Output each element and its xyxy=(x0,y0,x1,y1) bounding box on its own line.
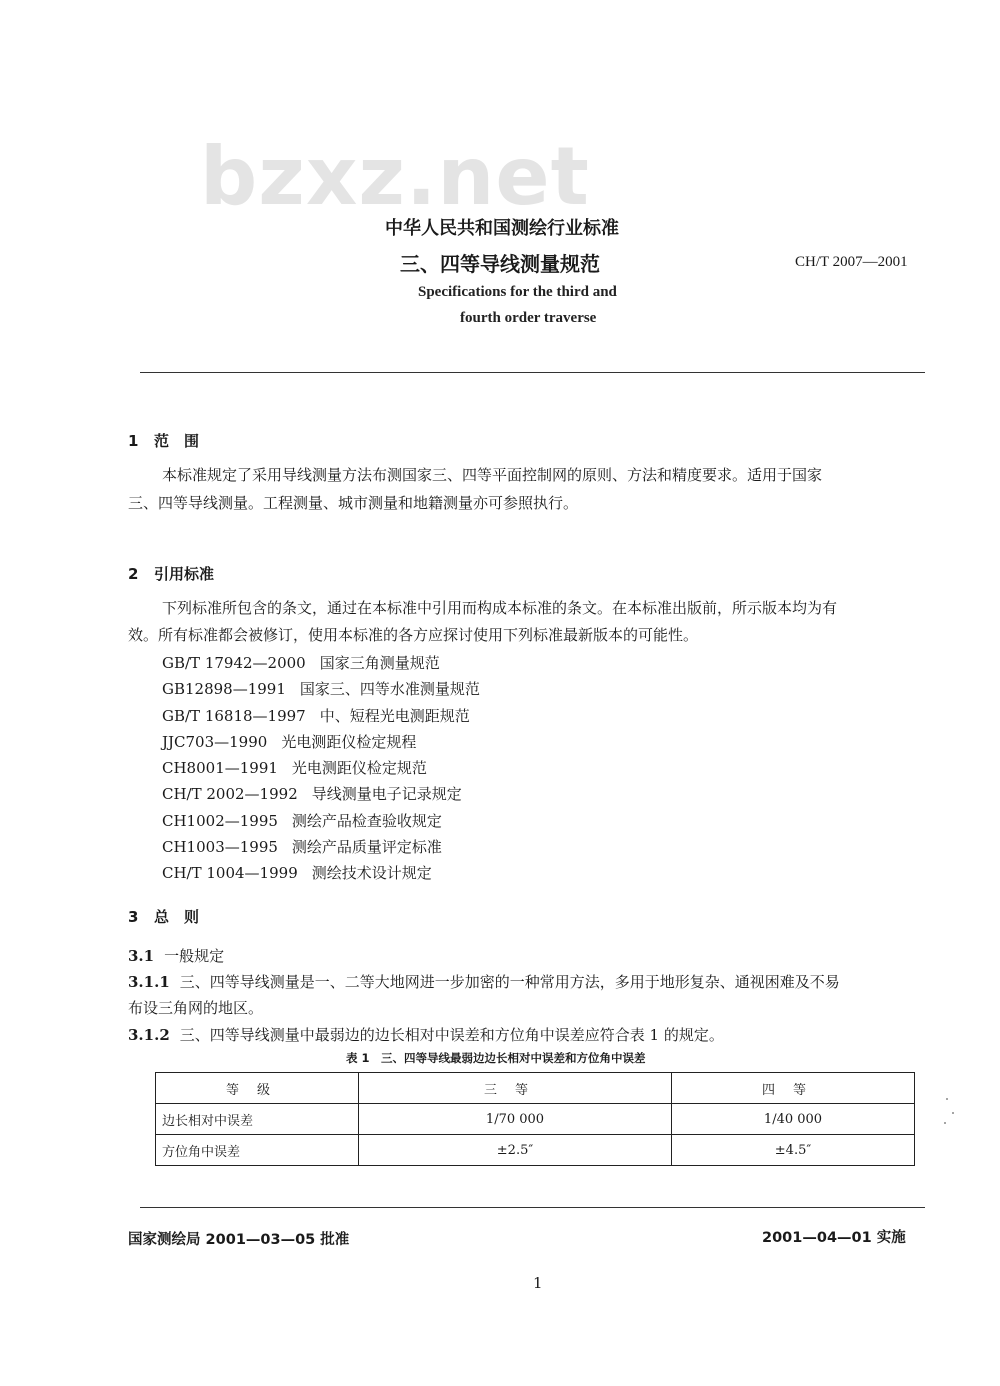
section-2-para-line1: 下列标准所包含的条文，通过在本标准中引用而构成本标准的条文。在本标准出版前，所示版本均为有 xyxy=(162,599,838,617)
table-header-cell: 三等 xyxy=(359,1073,672,1104)
standard-code: CH/T 2007—2001 xyxy=(795,254,908,270)
table-header-cell: 四等 xyxy=(672,1073,915,1104)
footer-divider xyxy=(140,1207,925,1208)
reference-item xyxy=(162,703,480,729)
section-1-para-line2: 三、四等导线测量。工程测量、城市测量和地籍测量亦可参照执行。 xyxy=(128,494,579,512)
reference-name: 测绘产品质量评定标准 xyxy=(291,838,442,857)
table-cell: ±2.5″ xyxy=(359,1135,672,1166)
approval-date: 国家测绘局 2001—03—05 批准 xyxy=(128,1232,350,1248)
reference-name: 测绘技术设计规定 xyxy=(311,864,432,883)
clause-number: 3.1.2 xyxy=(128,1026,170,1044)
table-cell: ±4.5″ xyxy=(672,1135,915,1166)
header-divider xyxy=(140,372,925,373)
table-cell: 1/70 000 xyxy=(359,1104,672,1135)
section-2-para-line2: 效。所有标准都会被修订，使用本标准的各方应探讨使用下列标准最新版本的可能性。 xyxy=(128,626,699,644)
table-row xyxy=(156,1104,915,1135)
reference-code: JJC703—1990 xyxy=(162,732,268,751)
section-3-number: 3 xyxy=(128,908,139,926)
implementation-date: 2001—04—01 实施 xyxy=(762,1230,906,1246)
reference-item xyxy=(162,808,480,834)
reference-item xyxy=(162,729,480,755)
clause-3-1-2 xyxy=(128,1024,724,1045)
watermark-text: bzxz.net xyxy=(200,130,590,223)
section-2-heading xyxy=(128,563,214,584)
reference-code: CH/T 1004—1999 xyxy=(162,864,298,883)
reference-name: 测绘产品检查验收规定 xyxy=(291,811,442,830)
clause-text: 三、四等导线测量是一、二等大地网进一步加密的一种常用方法，多用于地形复杂、通视困难及不易 xyxy=(179,973,840,991)
scan-speck xyxy=(952,1112,954,1114)
table-row xyxy=(156,1135,915,1166)
reference-code: CH8001—1991 xyxy=(162,759,278,778)
clause-number: 3.1.1 xyxy=(128,973,170,991)
table-cell: 1/40 000 xyxy=(672,1104,915,1135)
clause-3-1-1 xyxy=(128,971,840,992)
section-3-title: 总 则 xyxy=(154,908,200,926)
reference-code: CH/T 2002—1992 xyxy=(162,785,298,804)
table-header-cell: 等级 xyxy=(156,1073,359,1104)
clause-3-1-1-line2: 布设三角网的地区。 xyxy=(128,999,264,1017)
section-2-number: 2 xyxy=(128,565,139,583)
section-2-title: 引用标准 xyxy=(154,565,215,583)
page-number: 1 xyxy=(533,1274,543,1292)
reference-item xyxy=(162,834,480,860)
header-org: 中华人民共和国测绘行业标准 xyxy=(385,218,619,239)
clause-text: 一般规定 xyxy=(164,947,225,965)
reference-code: GB/T 17942—2000 xyxy=(162,654,306,672)
scan-speck xyxy=(946,1098,948,1100)
reference-item xyxy=(162,781,480,807)
reference-item xyxy=(162,676,480,702)
clause-3-1 xyxy=(128,945,224,966)
reference-name: 光电测距仪检定规范 xyxy=(291,759,427,778)
reference-item xyxy=(162,650,480,676)
document-title-en-line2: fourth order traverse xyxy=(460,310,597,326)
reference-name: 国家三角测量规范 xyxy=(319,654,440,672)
clause-number: 3.1 xyxy=(128,947,155,965)
table-row-label: 边长相对中误差 xyxy=(156,1104,359,1135)
clause-text: 三、四等导线测量中最弱边的边长相对中误差和方位角中误差应符合表 1 的规定。 xyxy=(179,1026,724,1044)
reference-name: 中、短程光电测距规范 xyxy=(319,706,470,725)
table-row-label: 方位角中误差 xyxy=(156,1135,359,1166)
reference-code: CH1003—1995 xyxy=(162,838,278,857)
section-3-heading xyxy=(128,906,199,927)
reference-name: 导线测量电子记录规定 xyxy=(311,785,462,804)
reference-list xyxy=(162,650,480,887)
table-header-row xyxy=(156,1073,915,1104)
document-title-cn: 三、四等导线测量规范 xyxy=(400,252,600,276)
reference-name: 光电测距仪检定规程 xyxy=(281,732,417,751)
scan-speck xyxy=(944,1122,946,1124)
reference-name: 国家三、四等水准测量规范 xyxy=(299,680,480,699)
reference-code: CH1002—1995 xyxy=(162,811,278,830)
reference-code: GB12898—1991 xyxy=(162,680,286,699)
section-1-number: 1 xyxy=(128,432,139,450)
section-1-heading xyxy=(128,430,199,451)
table-1-caption: 表 1 三、四等导线最弱边边长相对中误差和方位角中误差 xyxy=(346,1051,646,1065)
reference-item xyxy=(162,860,480,886)
document-title-en-line1: Specifications for the third and xyxy=(418,284,617,300)
reference-code: GB/T 16818—1997 xyxy=(162,706,306,725)
table-1 xyxy=(155,1072,915,1166)
reference-item xyxy=(162,755,480,781)
section-1-para-line1: 本标准规定了采用导线测量方法布测国家三、四等平面控制网的原则、方法和精度要求。适用于国家 xyxy=(162,466,823,484)
section-1-title: 范 围 xyxy=(154,432,200,450)
